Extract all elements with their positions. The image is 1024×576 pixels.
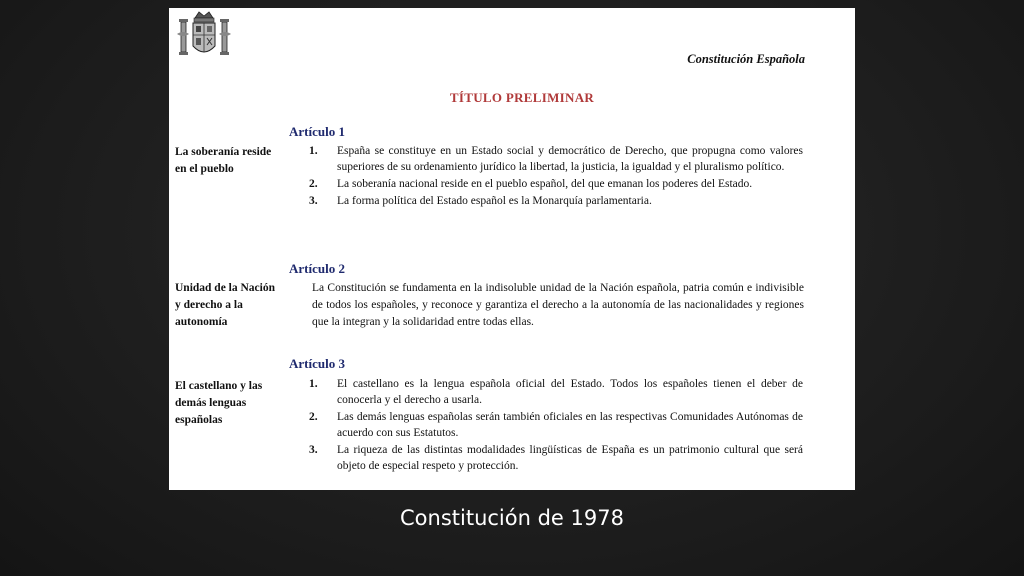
list-item bbox=[309, 376, 803, 408]
article-3-heading: Artículo 3 bbox=[289, 356, 345, 371]
article-2-heading: Artículo 2 bbox=[289, 261, 345, 276]
item-number: 1. bbox=[309, 145, 318, 157]
article-3-side-label: El castellano y las demás lenguas españolas bbox=[175, 380, 263, 426]
item-number: 2. bbox=[309, 178, 318, 190]
article-2-side-label: Unidad de la Nación y derecho a la autonomía bbox=[175, 282, 276, 328]
item-text: España se constituye en un Estado social y democrático de Derecho, que propugna como valores superiores de su ordenamiento jurídico la libertad, la justicia, la igualdad y el pluralismo político. bbox=[337, 145, 803, 173]
document-page bbox=[169, 8, 855, 490]
item-text: El castellano es la lengua española oficial del Estado. Todos los españoles tienen el deber de conocerla y el derecho a usarla. bbox=[337, 378, 803, 406]
section-title: TÍTULO PRELIMINAR bbox=[449, 90, 595, 105]
article-1-side-label: La soberanía reside en el pueblo bbox=[175, 146, 272, 175]
list-item bbox=[309, 176, 803, 192]
coat-of-arms-icon bbox=[173, 8, 235, 70]
item-text: La riqueza de las distintas modalidades lingüísticas de España es un patrimonio cultural que será objeto de especial respeto y protección. bbox=[337, 444, 803, 472]
item-text: La soberanía nacional reside en el pueblo español, del que emanan los poderes del Estado. bbox=[337, 178, 753, 190]
list-item bbox=[309, 193, 803, 209]
list-item bbox=[309, 143, 803, 175]
item-number: 3. bbox=[309, 444, 318, 456]
article-2-paragraph: La Constitución se fundamenta en la indisoluble unidad de la Nación española, patria común e indivisible de todos los españoles, y reconoce y garantiza el derecho a la autonomía de las nacionalidades y regiones que la integran y la solidaridad entre todas ellas. bbox=[312, 282, 804, 328]
item-number: 3. bbox=[309, 195, 318, 207]
list-item bbox=[309, 442, 803, 474]
list-item bbox=[309, 409, 803, 441]
slide-caption: Constitución de 1978 bbox=[400, 506, 624, 530]
article-1-heading: Artículo 1 bbox=[289, 124, 345, 139]
item-text: Las demás lenguas españolas serán también oficiales en las respectivas Comunidades Autónomas de acuerdo con sus Estatutos. bbox=[337, 411, 803, 439]
item-number: 1. bbox=[309, 378, 318, 390]
document-header: Constitución Española bbox=[687, 52, 805, 66]
item-text: La forma política del Estado español es la Monarquía parlamentaria. bbox=[337, 195, 652, 207]
article-3-list bbox=[309, 376, 803, 474]
article-1-list bbox=[309, 143, 803, 209]
item-number: 2. bbox=[309, 411, 318, 423]
